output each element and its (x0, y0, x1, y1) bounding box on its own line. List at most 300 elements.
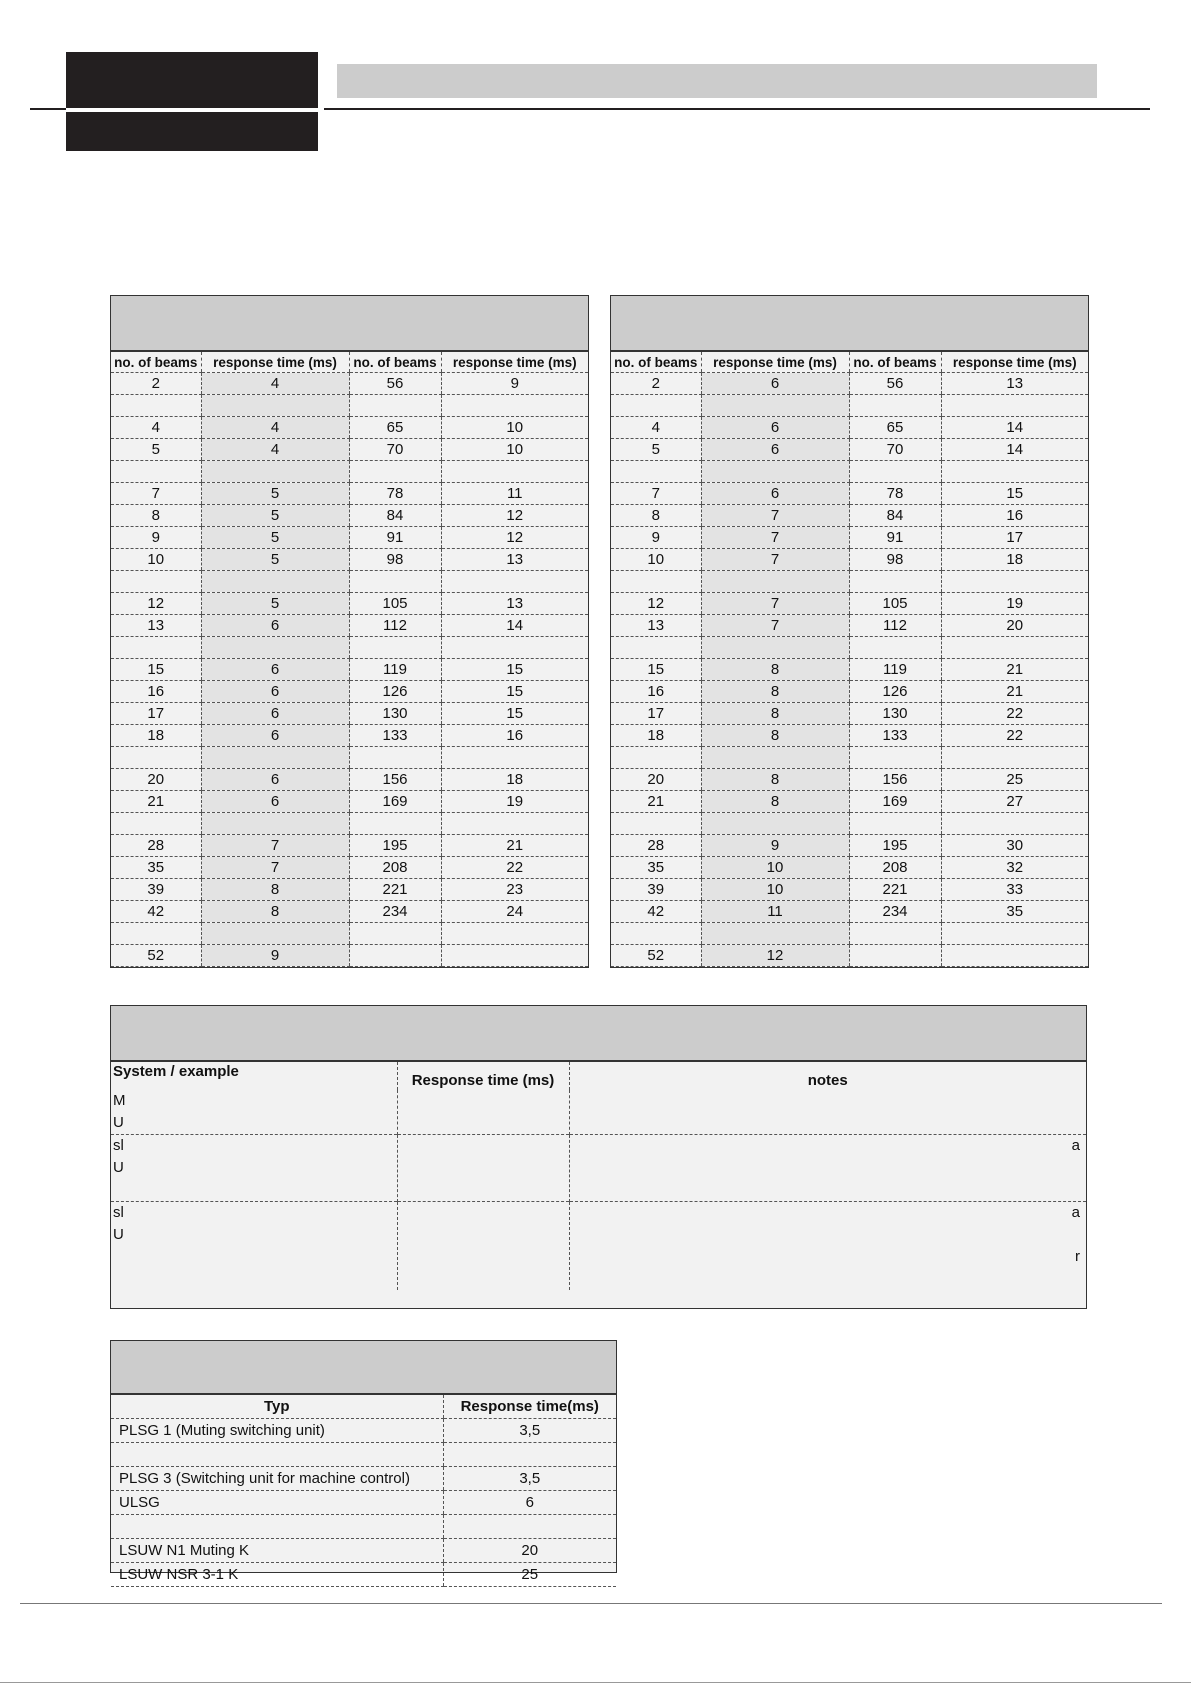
table-cell: 14 (941, 417, 1088, 439)
table-cell (701, 813, 849, 835)
table-cell (941, 461, 1088, 483)
table-cell: 208 (349, 857, 441, 879)
table-cell: 15 (111, 659, 201, 681)
table-cell: 28 (111, 835, 201, 857)
table-cell: 35 (941, 901, 1088, 923)
table-cell: 17 (611, 703, 701, 725)
table-cell (849, 637, 941, 659)
table-cell: 10 (111, 549, 201, 571)
column-header: no. of beams (349, 352, 441, 373)
system-line: sl (113, 1137, 124, 1154)
table-cell: 18 (441, 769, 588, 791)
column-header: no. of beams (611, 352, 701, 373)
table-cell: 5 (111, 439, 201, 461)
table-cell: 22 (941, 725, 1088, 747)
table-row (611, 725, 1088, 747)
table-row (111, 857, 588, 879)
table-cell: 7 (201, 857, 349, 879)
logo-block-top (66, 52, 318, 108)
table-cell (201, 747, 349, 769)
table-cell (849, 813, 941, 835)
table-row (611, 593, 1088, 615)
system-line: M (113, 1092, 126, 1109)
table-cell (441, 571, 588, 593)
table-row (611, 791, 1088, 813)
table-cell: 28 (611, 835, 701, 857)
table-cell: 130 (849, 703, 941, 725)
table-cell: 105 (349, 593, 441, 615)
table-cell: 13 (941, 373, 1088, 395)
system-line: U (113, 1159, 124, 1176)
table-cell (941, 813, 1088, 835)
table-row (111, 1202, 1086, 1291)
table-cell: 14 (441, 615, 588, 637)
table-cell: 56 (349, 373, 441, 395)
table-row (111, 1491, 616, 1515)
table-row (111, 791, 588, 813)
table-cell: 8 (701, 681, 849, 703)
table-cell: 112 (849, 615, 941, 637)
table-cell: 2 (611, 373, 701, 395)
table-cell: 84 (349, 505, 441, 527)
table-cell: 6 (201, 703, 349, 725)
table-row (111, 1135, 1086, 1202)
table-cell: 169 (849, 791, 941, 813)
table-row (111, 571, 588, 593)
table-cell: 11 (441, 483, 588, 505)
table-cell: 84 (849, 505, 941, 527)
table-cell: 7 (111, 483, 201, 505)
unit-response-cell: 6 (443, 1491, 616, 1515)
table-cell (941, 571, 1088, 593)
table-cell (201, 923, 349, 945)
table-cell (611, 813, 701, 835)
table-cell: 8 (701, 791, 849, 813)
table-cell (701, 395, 849, 417)
table-cell: 112 (349, 615, 441, 637)
table-cell: 19 (441, 791, 588, 813)
table-row (611, 813, 1088, 835)
table-cell (941, 923, 1088, 945)
beams-grid-left (111, 352, 588, 967)
table-row (111, 1443, 616, 1467)
table-cell: 195 (349, 835, 441, 857)
table-cell: 52 (111, 945, 201, 967)
table-cell: 5 (201, 593, 349, 615)
unit-type-cell: LSUW N1 Muting K (111, 1539, 443, 1563)
system-line (113, 1268, 397, 1290)
table-cell: 6 (701, 439, 849, 461)
table-header-band (111, 1341, 616, 1395)
table-cell: 9 (111, 527, 201, 549)
table-cell (441, 747, 588, 769)
table-row (611, 857, 1088, 879)
table-cell: 126 (849, 681, 941, 703)
table-cell: 9 (201, 945, 349, 967)
table-row (611, 483, 1088, 505)
table-cell: 22 (941, 703, 1088, 725)
table-cell: 98 (849, 549, 941, 571)
system-line: U (113, 1114, 124, 1131)
table-cell: 33 (941, 879, 1088, 901)
table-cell: 195 (849, 835, 941, 857)
table-row (111, 439, 588, 461)
table-cell: 9 (611, 527, 701, 549)
table-cell: 9 (441, 373, 588, 395)
table-cell (441, 395, 588, 417)
table-cell: 156 (849, 769, 941, 791)
table-row (111, 483, 588, 505)
table-cell: 25 (941, 769, 1088, 791)
table-cell: 14 (941, 439, 1088, 461)
table-row (111, 1515, 616, 1539)
table-row (111, 703, 588, 725)
table-cell: 6 (201, 615, 349, 637)
table-row (111, 769, 588, 791)
table-cell: 78 (849, 483, 941, 505)
table-cell: 8 (701, 769, 849, 791)
table-row (611, 769, 1088, 791)
table-row (611, 571, 1088, 593)
page-edge-rule (0, 1682, 1191, 1683)
table-cell: 8 (201, 901, 349, 923)
notes-line: a (1071, 1137, 1080, 1154)
table-cell: 126 (349, 681, 441, 703)
table-cell (111, 637, 201, 659)
table-cell (349, 571, 441, 593)
table-cell: 18 (111, 725, 201, 747)
table-cell: 6 (701, 373, 849, 395)
table-cell: 17 (941, 527, 1088, 549)
table-cell: 6 (201, 769, 349, 791)
table-cell: 7 (701, 593, 849, 615)
table-cell: 5 (201, 483, 349, 505)
table-row (111, 1419, 616, 1443)
table-cell: 6 (701, 417, 849, 439)
table-cell: 6 (201, 659, 349, 681)
system-cell (111, 1135, 397, 1202)
table-cell (611, 571, 701, 593)
table-cell: 8 (111, 505, 201, 527)
table-cell (849, 923, 941, 945)
unit-response-cell: 3,5 (443, 1419, 616, 1443)
table-cell: 39 (111, 879, 201, 901)
table-cell: 7 (701, 615, 849, 637)
logo-block-bottom (66, 112, 318, 151)
systems-grid (111, 1062, 1086, 1290)
table-cell (611, 747, 701, 769)
table-cell: 20 (611, 769, 701, 791)
table-cell: 12 (441, 505, 588, 527)
table-row (611, 681, 1088, 703)
table-cell (441, 637, 588, 659)
table-cell (441, 923, 588, 945)
units-table (110, 1340, 617, 1583)
table-cell (349, 945, 441, 967)
table-cell: 105 (849, 593, 941, 615)
table-cell: 17 (111, 703, 201, 725)
table-cell: 21 (111, 791, 201, 813)
notes-cell (569, 1202, 1086, 1291)
table-header-band (111, 296, 588, 352)
notes-line: r (1075, 1248, 1080, 1265)
table-row (111, 835, 588, 857)
table-row (111, 1467, 616, 1491)
table-cell: 221 (849, 879, 941, 901)
unit-type-cell (111, 1443, 443, 1467)
table-cell (701, 747, 849, 769)
table-cell: 13 (441, 549, 588, 571)
table-cell: 119 (349, 659, 441, 681)
table-cell (349, 813, 441, 835)
table-cell: 4 (201, 417, 349, 439)
table-row (611, 417, 1088, 439)
table-cell: 133 (849, 725, 941, 747)
table-cell: 27 (941, 791, 1088, 813)
column-header: response time (ms) (201, 352, 349, 373)
column-header-typ: Typ (111, 1395, 443, 1419)
systems-table (110, 1005, 1087, 1309)
footer-rule (20, 1603, 1162, 1604)
column-header-system: System / example (113, 1063, 239, 1080)
header-rule-right (324, 108, 1150, 110)
table-cell: 5 (201, 549, 349, 571)
notes-line (570, 1268, 1087, 1290)
beams-grid-right (611, 352, 1088, 967)
table-row (611, 901, 1088, 923)
header-rule-left (30, 108, 66, 110)
table-row (611, 835, 1088, 857)
table-cell (611, 461, 701, 483)
table-cell: 130 (349, 703, 441, 725)
table-cell: 18 (941, 549, 1088, 571)
column-header: response time (ms) (941, 352, 1088, 373)
table-cell (111, 747, 201, 769)
table-cell: 42 (611, 901, 701, 923)
table-row (611, 373, 1088, 395)
units-grid (111, 1395, 616, 1587)
column-header: no. of beams (111, 352, 201, 373)
notes-line: a (1071, 1204, 1080, 1221)
table-row (111, 879, 588, 901)
table-row (111, 747, 588, 769)
table-cell: 13 (441, 593, 588, 615)
table-cell (201, 637, 349, 659)
table-cell: 8 (701, 659, 849, 681)
table-row (111, 461, 588, 483)
unit-response-cell (443, 1515, 616, 1539)
table-cell (611, 637, 701, 659)
table-cell: 16 (441, 725, 588, 747)
table-cell: 10 (611, 549, 701, 571)
table-row (111, 1563, 616, 1587)
table-cell: 20 (111, 769, 201, 791)
column-header: no. of beams (849, 352, 941, 373)
response-table-left (110, 295, 589, 968)
table-cell: 23 (441, 879, 588, 901)
table-cell: 18 (611, 725, 701, 747)
table-cell: 6 (201, 681, 349, 703)
table-row (111, 593, 588, 615)
column-header: response time (ms) (701, 352, 849, 373)
column-header-notes: notes (569, 1062, 1086, 1090)
notes-cell (569, 1135, 1086, 1202)
table-cell (111, 923, 201, 945)
table-cell: 16 (111, 681, 201, 703)
unit-type-cell (111, 1515, 443, 1539)
table-cell: 7 (701, 549, 849, 571)
table-cell: 16 (611, 681, 701, 703)
notes-line (570, 1090, 1087, 1112)
table-cell: 12 (611, 593, 701, 615)
table-cell: 13 (611, 615, 701, 637)
table-cell: 7 (701, 505, 849, 527)
table-cell (349, 747, 441, 769)
table-cell: 15 (941, 483, 1088, 505)
table-cell: 30 (941, 835, 1088, 857)
table-cell: 9 (701, 835, 849, 857)
table-cell: 56 (849, 373, 941, 395)
system-cell (111, 1090, 397, 1135)
table-row (111, 813, 588, 835)
table-cell: 5 (201, 505, 349, 527)
system-line (113, 1246, 397, 1268)
table-row (111, 923, 588, 945)
table-cell (941, 747, 1088, 769)
table-cell (111, 395, 201, 417)
table-row (111, 1539, 616, 1563)
table-row (611, 703, 1088, 725)
table-row (611, 945, 1088, 967)
table-cell: 156 (349, 769, 441, 791)
unit-response-cell: 3,5 (443, 1467, 616, 1491)
table-row (611, 747, 1088, 769)
table-row (111, 725, 588, 747)
table-cell: 15 (441, 703, 588, 725)
table-cell: 98 (349, 549, 441, 571)
table-cell (849, 945, 941, 967)
table-cell: 16 (941, 505, 1088, 527)
table-cell (441, 461, 588, 483)
system-line: sl (113, 1204, 124, 1221)
table-cell: 32 (941, 857, 1088, 879)
table-cell: 65 (849, 417, 941, 439)
table-cell: 24 (441, 901, 588, 923)
notes-cell (569, 1090, 1086, 1135)
table-cell (201, 571, 349, 593)
table-cell (849, 395, 941, 417)
table-cell: 4 (611, 417, 701, 439)
notes-line (570, 1224, 1087, 1246)
table-cell: 5 (611, 439, 701, 461)
column-header-response: Response time (ms) (397, 1062, 569, 1090)
table-cell: 10 (441, 417, 588, 439)
table-cell: 52 (611, 945, 701, 967)
table-row (111, 615, 588, 637)
table-cell: 70 (349, 439, 441, 461)
table-row (111, 945, 588, 967)
table-row (111, 901, 588, 923)
table-cell (111, 461, 201, 483)
table-cell (111, 571, 201, 593)
table-cell (201, 395, 349, 417)
table-row (111, 373, 588, 395)
table-cell (701, 461, 849, 483)
table-cell: 15 (441, 681, 588, 703)
table-cell: 15 (441, 659, 588, 681)
table-cell: 21 (441, 835, 588, 857)
table-cell (849, 747, 941, 769)
response-cell (397, 1202, 569, 1291)
table-row (611, 923, 1088, 945)
table-cell: 8 (701, 725, 849, 747)
response-table-right (610, 295, 1089, 968)
table-cell: 35 (611, 857, 701, 879)
table-cell: 21 (941, 659, 1088, 681)
table-cell: 10 (701, 857, 849, 879)
table-cell (941, 945, 1088, 967)
table-cell: 10 (441, 439, 588, 461)
unit-type-cell: PLSG 3 (Switching unit for machine control) (111, 1467, 443, 1491)
table-cell: 208 (849, 857, 941, 879)
table-row (111, 417, 588, 439)
table-cell (611, 923, 701, 945)
table-cell: 7 (201, 835, 349, 857)
table-cell: 7 (611, 483, 701, 505)
table-header-band (611, 296, 1088, 352)
table-row (611, 549, 1088, 571)
table-cell: 133 (349, 725, 441, 747)
table-cell (701, 637, 849, 659)
table-cell: 169 (349, 791, 441, 813)
notes-line (570, 1157, 1087, 1179)
table-row (111, 505, 588, 527)
system-cell (111, 1202, 397, 1291)
table-cell (111, 813, 201, 835)
table-cell: 6 (701, 483, 849, 505)
table-cell: 234 (349, 901, 441, 923)
table-cell: 5 (201, 527, 349, 549)
table-cell: 11 (701, 901, 849, 923)
table-row (611, 615, 1088, 637)
table-row (611, 505, 1088, 527)
table-row (111, 527, 588, 549)
title-bar (337, 64, 1097, 98)
table-cell (441, 813, 588, 835)
table-cell: 12 (441, 527, 588, 549)
table-cell: 8 (701, 703, 849, 725)
table-row (111, 549, 588, 571)
table-cell: 6 (201, 725, 349, 747)
unit-response-cell: 20 (443, 1539, 616, 1563)
unit-type-cell: PLSG 1 (Muting switching unit) (111, 1419, 443, 1443)
table-cell (349, 923, 441, 945)
table-cell: 78 (349, 483, 441, 505)
table-row (611, 461, 1088, 483)
table-row (611, 879, 1088, 901)
table-cell: 8 (611, 505, 701, 527)
table-cell: 234 (849, 901, 941, 923)
table-cell (349, 395, 441, 417)
column-header-response: Response time(ms) (443, 1395, 616, 1419)
table-cell: 70 (849, 439, 941, 461)
table-cell (701, 923, 849, 945)
table-cell: 4 (201, 373, 349, 395)
table-cell (941, 637, 1088, 659)
table-cell: 21 (611, 791, 701, 813)
table-header-band (111, 1006, 1086, 1062)
unit-type-cell: ULSG (111, 1491, 443, 1515)
